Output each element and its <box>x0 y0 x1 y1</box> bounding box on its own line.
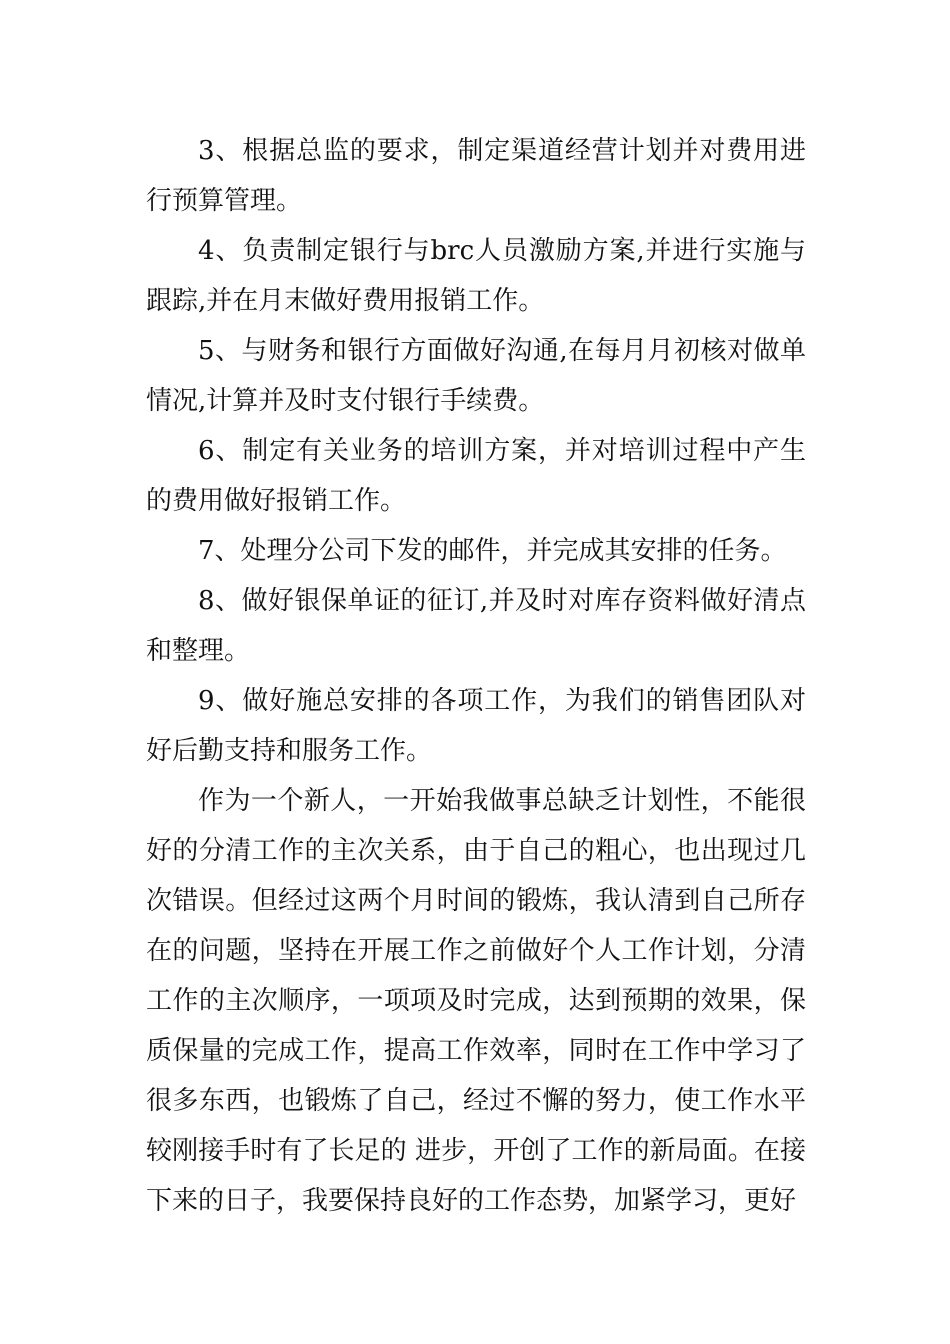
paragraph-item-8: 8、做好银保单证的征订,并及时对库存资料做好清点和整理。 <box>146 586 806 666</box>
paragraph-item-4: 4、负责制定银行与brc人员激励方案,并进行实施与跟踪,并在月末做好费用报销工作。 <box>146 236 806 316</box>
paragraph-summary: 作为一个新人，一开始我做事总缺乏计划性，不能很好的分清工作的主次关系，由于自己的粗心，也出现过几次错误。但经过这两个月时间的锻炼，我认清到自己所存在的问题，坚持在开展工作之前做好个人工作计划，分清工作的主次顺序，一项项及时完成，达到预期的效果，保质保量的完成工作，提高工作效率，同时在工作中学习了很多东西，也锻炼了自己，经过不懈的努力，使工作水平较刚接手时有了长足的 进步，开创了工作的新局面。在接下来的日子，我要保持良好的工作态势，加紧学习，更好 <box>146 786 806 1216</box>
paragraph-item-9: 9、做好施总安排的各项工作，为我们的销售团队对好后勤支持和服务工作。 <box>146 686 806 766</box>
paragraph-item-5: 5、与财务和银行方面做好沟通,在每月月初核对做单情况,计算并及时支付银行手续费。 <box>146 336 806 416</box>
document-body <box>146 126 806 1226</box>
paragraph-item-7: 7、处理分公司下发的邮件，并完成其安排的任务。 <box>198 536 787 566</box>
paragraph-item-6: 6、制定有关业务的培训方案，并对培训过程中产生的费用做好报销工作。 <box>146 436 806 516</box>
paragraph-item-3: 3、根据总监的要求，制定渠道经营计划并对费用进行预算管理。 <box>146 136 806 216</box>
